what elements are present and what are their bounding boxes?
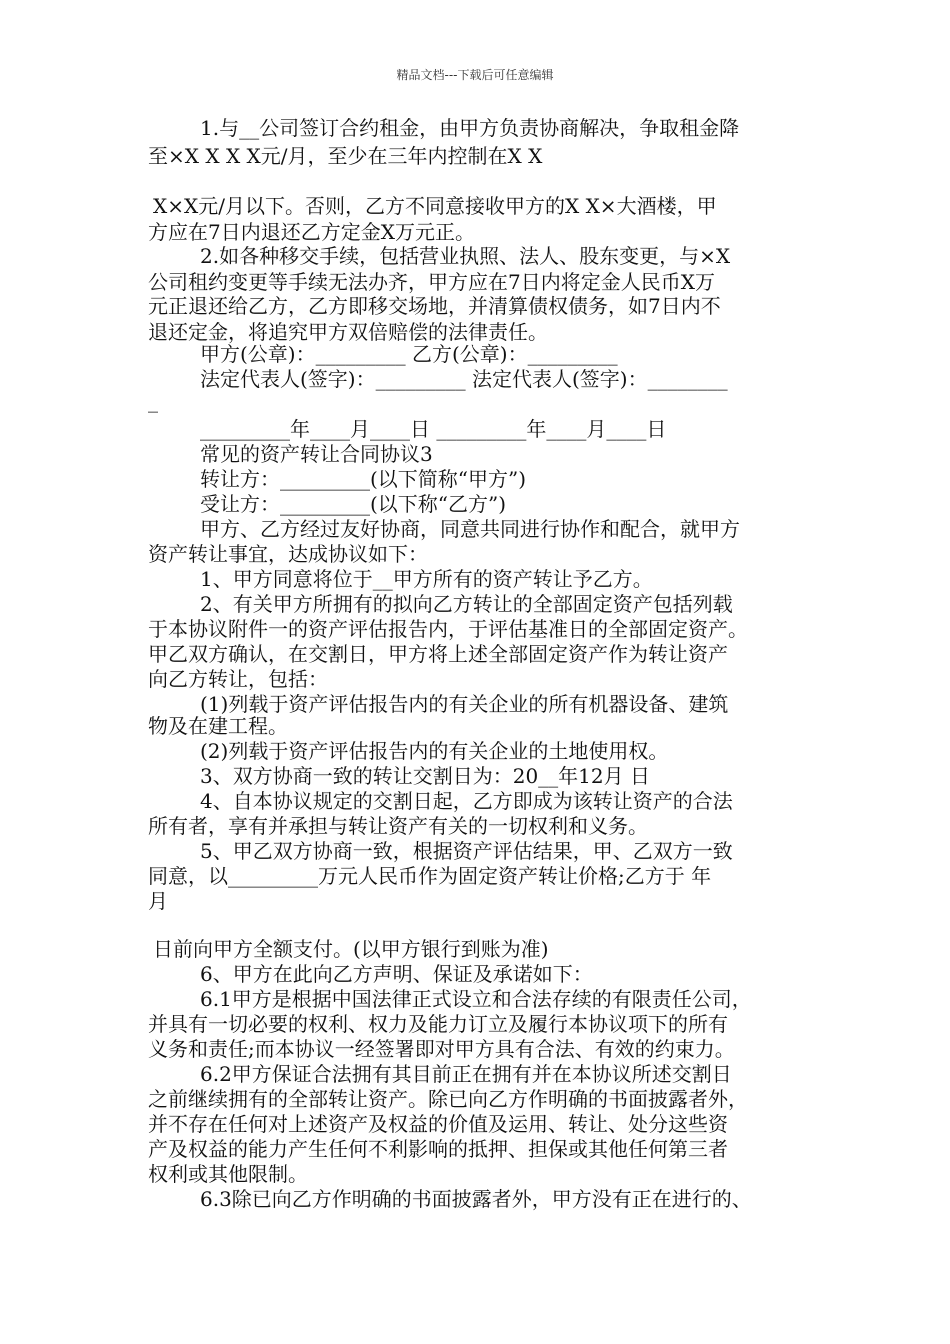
paragraph-line: 2、有关甲方所拥有的拟向乙方转让的全部固定资产包括列载 [200,592,733,616]
paragraph-line: 并不存在任何对上述资产及权益的价值及运用、转让、处分这些资 [148,1112,728,1136]
paragraph-line: 5、甲乙双方协商一致，根据资产评估结果，甲、乙双方一致 [200,839,733,863]
paragraph-line: 6.3除已向乙方作明确的书面披露者外，甲方没有正在进行的、 [200,1187,752,1211]
page-header: 精品文档---下载后可任意编辑 [396,68,554,82]
paragraph-line: 方应在7日内退还乙方定金X万元正。 [148,220,475,244]
paragraph-line: 向乙方转让，包括： [148,667,328,691]
paragraph-line: 至×X X X X元/月，至少在三年内控制在X X [148,144,543,168]
paragraph-line: 于本协议附件一的资产评估报告内，于评估基准日的全部固定资产。 [148,617,748,641]
paragraph-line: 甲方、乙方经过友好协商，同意共同进行协作和配合，就甲方 [200,517,740,541]
paragraph-line: 受让方：_________(以下称“乙方”) [200,492,507,516]
paragraph-line: 元正退还给乙方，乙方即移交场地，并清算债权债务，如7日内不 [148,294,721,318]
paragraph-line: 月 [148,889,168,913]
paragraph-line: 退还定金，将追究甲方双倍赔偿的法律责任。 [148,320,548,344]
paragraph-line: X×X元/月以下。否则，乙方不同意接收甲方的X X×大酒楼，甲 [153,194,717,218]
paragraph-line: 6.1甲方是根据中国法律正式设立和合法存续的有限责任公司， [200,987,752,1011]
paragraph-line: 产及权益的能力产生任何不利影响的抵押、担保或其他任何第三者 [148,1137,728,1161]
paragraph-line: 所有者，享有并承担与转让资产有关的一切权利和义务。 [148,814,648,838]
paragraph-line: 甲乙双方确认，在交割日，甲方将上述全部固定资产作为转让资产 [148,642,728,666]
paragraph-line: 法定代表人(签字)：_________ 法定代表人(签字)：________ [200,367,728,391]
paragraph-line: 常见的资产转让合同协议3 [200,442,433,466]
paragraph-line: 1、甲方同意将位于__甲方所有的资产转让予乙方。 [200,567,653,591]
paragraph-line: _________年____月____日 _________年____月____日 [200,417,667,441]
paragraph-line: 权利或其他限制。 [148,1162,308,1186]
paragraph-line: 6、甲方在此向乙方声明、保证及承诺如下： [200,962,593,986]
paragraph-line: 转让方：_________(以下简称“甲方”) [200,467,527,491]
paragraph-line: (2)列载于资产评估报告内的有关企业的土地使用权。 [200,739,669,763]
paragraph-line: 1.与__公司签订合约租金，由甲方负责协商解决，争取租金降 [200,116,740,140]
paragraph-line: 2.如各种移交手续，包括营业执照、法人、股东变更，与×X [200,244,731,268]
paragraph-line: (1)列载于资产评估报告内的有关企业的所有机器设备、建筑 [200,692,729,716]
paragraph-line: 6.2甲方保证合法拥有其目前正在拥有并在本协议所述交割日 [200,1062,732,1086]
paragraph-line: 日前向甲方全额支付。(以甲方银行到账为准) [153,937,549,961]
paragraph-line: 3、双方协商一致的转让交割日为：20__年12月 日 [200,764,650,788]
paragraph-line: _ [148,389,158,413]
paragraph-line: 资产转让事宜，达成协议如下： [148,542,428,566]
paragraph-line: 之前继续拥有的全部转让资产。除已向乙方作明确的书面披露者外， [148,1087,748,1111]
paragraph-line: 物及在建工程。 [148,714,288,738]
paragraph-line: 4、自本协议规定的交割日起，乙方即成为该转让资产的合法 [200,789,733,813]
paragraph-line: 同意，以_________万元人民币作为固定资产转让价格;乙方于 年 [148,864,712,888]
paragraph-line: 义务和责任;而本协议一经签署即对甲方具有合法、有效的约束力。 [148,1037,735,1061]
paragraph-line: 并具有一切必要的权利、权力及能力订立及履行本协议项下的所有 [148,1012,728,1036]
paragraph-line: 公司租约变更等手续无法办齐，甲方应在7日内将定金人民币X万 [148,270,715,294]
paragraph-line: 甲方(公章)：_________ 乙方(公章)：_________ [200,342,618,366]
